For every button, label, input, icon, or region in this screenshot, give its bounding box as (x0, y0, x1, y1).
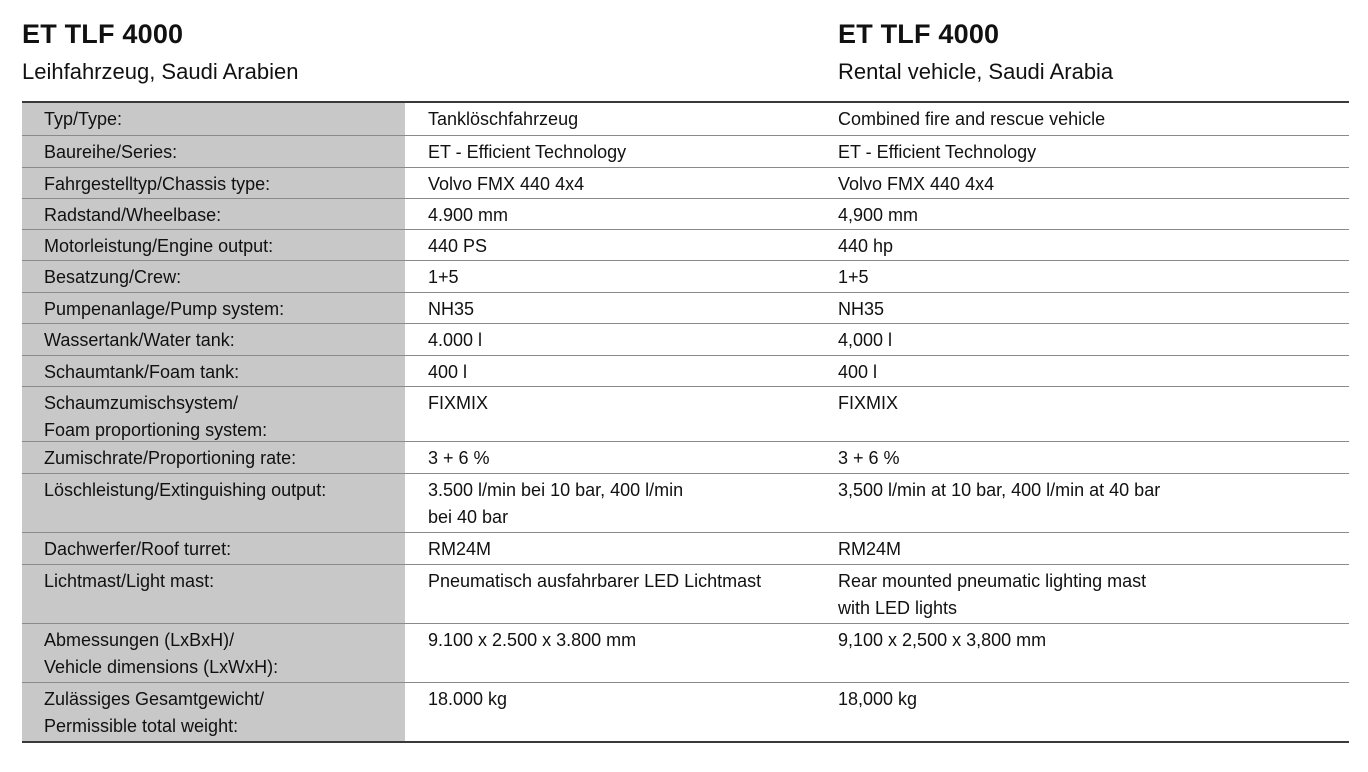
spec-row (22, 682, 1349, 741)
spec-value-german: 440 PS (428, 236, 488, 256)
spec-row (22, 167, 1349, 198)
spec-label: Fahrgestelltyp/Chassis type: (22, 168, 405, 198)
spec-value-english: 1+5 (838, 267, 869, 287)
title-german: ET TLF 4000 (22, 19, 184, 49)
spec-label: Pumpenanlage/Pump system: (22, 293, 405, 323)
spec-row (22, 441, 1349, 473)
spec-row (22, 473, 1349, 532)
spec-row (22, 623, 1349, 682)
spec-label: Schaumzumischsystem/ Foam proportioning system: (22, 387, 405, 441)
spec-value-german: ET - Efficient Technology (428, 142, 627, 162)
spec-value-english: 440 hp (838, 236, 894, 256)
spec-row (22, 355, 1349, 386)
spec-value-english: ET - Efficient Technology (838, 142, 1037, 162)
spec-label: Motorleistung/Engine output: (22, 230, 405, 260)
spec-value-english: 9,100 x 2,500 x 3,800 mm (838, 630, 1047, 650)
spec-row (22, 532, 1349, 564)
spec-label: Schaumtank/Foam tank: (22, 356, 405, 386)
spec-label: Abmessungen (LxBxH)/ Vehicle dimensions (LxWxH): (22, 624, 405, 682)
spec-value-english: Combined fire and rescue vehicle (838, 109, 1106, 129)
spec-value-german: Tanklöschfahrzeug (428, 109, 579, 129)
spec-value-german: 3 + 6 % (428, 448, 490, 468)
subtitle-german: Leihfahrzeug, Saudi Arabien (22, 59, 299, 84)
spec-value-german: 3.500 l/min bei 10 bar, 400 l/min bei 40 bar (428, 480, 684, 527)
spec-label: Löschleistung/Extinguishing output: (22, 474, 405, 532)
spec-label: Lichtmast/Light mast: (22, 565, 405, 623)
spec-label: Besatzung/Crew: (22, 261, 405, 292)
spec-row (22, 260, 1349, 292)
spec-row (22, 292, 1349, 323)
spec-value-german: 9.100 x 2.500 x 3.800 mm (428, 630, 637, 650)
spec-value-english: Volvo FMX 440 4x4 (838, 174, 995, 194)
spec-value-german: FIXMIX (428, 393, 489, 413)
subtitle-english: Rental vehicle, Saudi Arabia (838, 59, 1114, 84)
spec-label: Baureihe/Series: (22, 136, 405, 167)
spec-value-english: 3,500 l/min at 10 bar, 400 l/min at 40 bar (838, 480, 1161, 500)
spec-value-english: 400 l (838, 362, 878, 382)
spec-value-german: NH35 (428, 299, 475, 319)
header-english (838, 16, 1113, 88)
spec-value-german: 4.900 mm (428, 205, 509, 225)
spec-value-english: FIXMIX (838, 393, 899, 413)
spec-value-english: NH35 (838, 299, 885, 319)
spec-label: Wassertank/Water tank: (22, 324, 405, 355)
spec-value-english: Rear mounted pneumatic lighting mast with LED lights (838, 571, 1147, 618)
spec-value-german: 400 l (428, 362, 468, 382)
title-english: ET TLF 4000 (838, 19, 1000, 49)
spec-row (22, 229, 1349, 260)
spec-label: Radstand/Wheelbase: (22, 199, 405, 229)
spec-value-german: 1+5 (428, 267, 459, 287)
spec-row (22, 564, 1349, 623)
spec-value-german: 4.000 l (428, 330, 483, 350)
spec-value-english: RM24M (838, 539, 902, 559)
spec-label: Zulässiges Gesamtgewicht/ Permissible total weight: (22, 683, 405, 741)
spec-value-german: Volvo FMX 440 4x4 (428, 174, 585, 194)
spec-value-english: 4,000 l (838, 330, 893, 350)
spec-table (22, 101, 1349, 743)
spec-value-english: 18,000 kg (838, 689, 918, 709)
spec-value-german: 18.000 kg (428, 689, 508, 709)
spec-value-english: 4,900 mm (838, 205, 919, 225)
header-german (22, 16, 298, 88)
spec-value-german: Pneumatisch ausfahrbarer LED Lichtmast (428, 571, 762, 591)
spec-label: Dachwerfer/Roof turret: (22, 533, 405, 564)
spec-label: Typ/Type: (22, 103, 405, 135)
spec-row (22, 135, 1349, 167)
spec-row (22, 198, 1349, 229)
spec-row (22, 103, 1349, 135)
spec-value-german: RM24M (428, 539, 492, 559)
spec-row (22, 386, 1349, 441)
spec-value-english: 3 + 6 % (838, 448, 900, 468)
spec-row (22, 323, 1349, 355)
spec-label: Zumischrate/Proportioning rate: (22, 442, 405, 473)
